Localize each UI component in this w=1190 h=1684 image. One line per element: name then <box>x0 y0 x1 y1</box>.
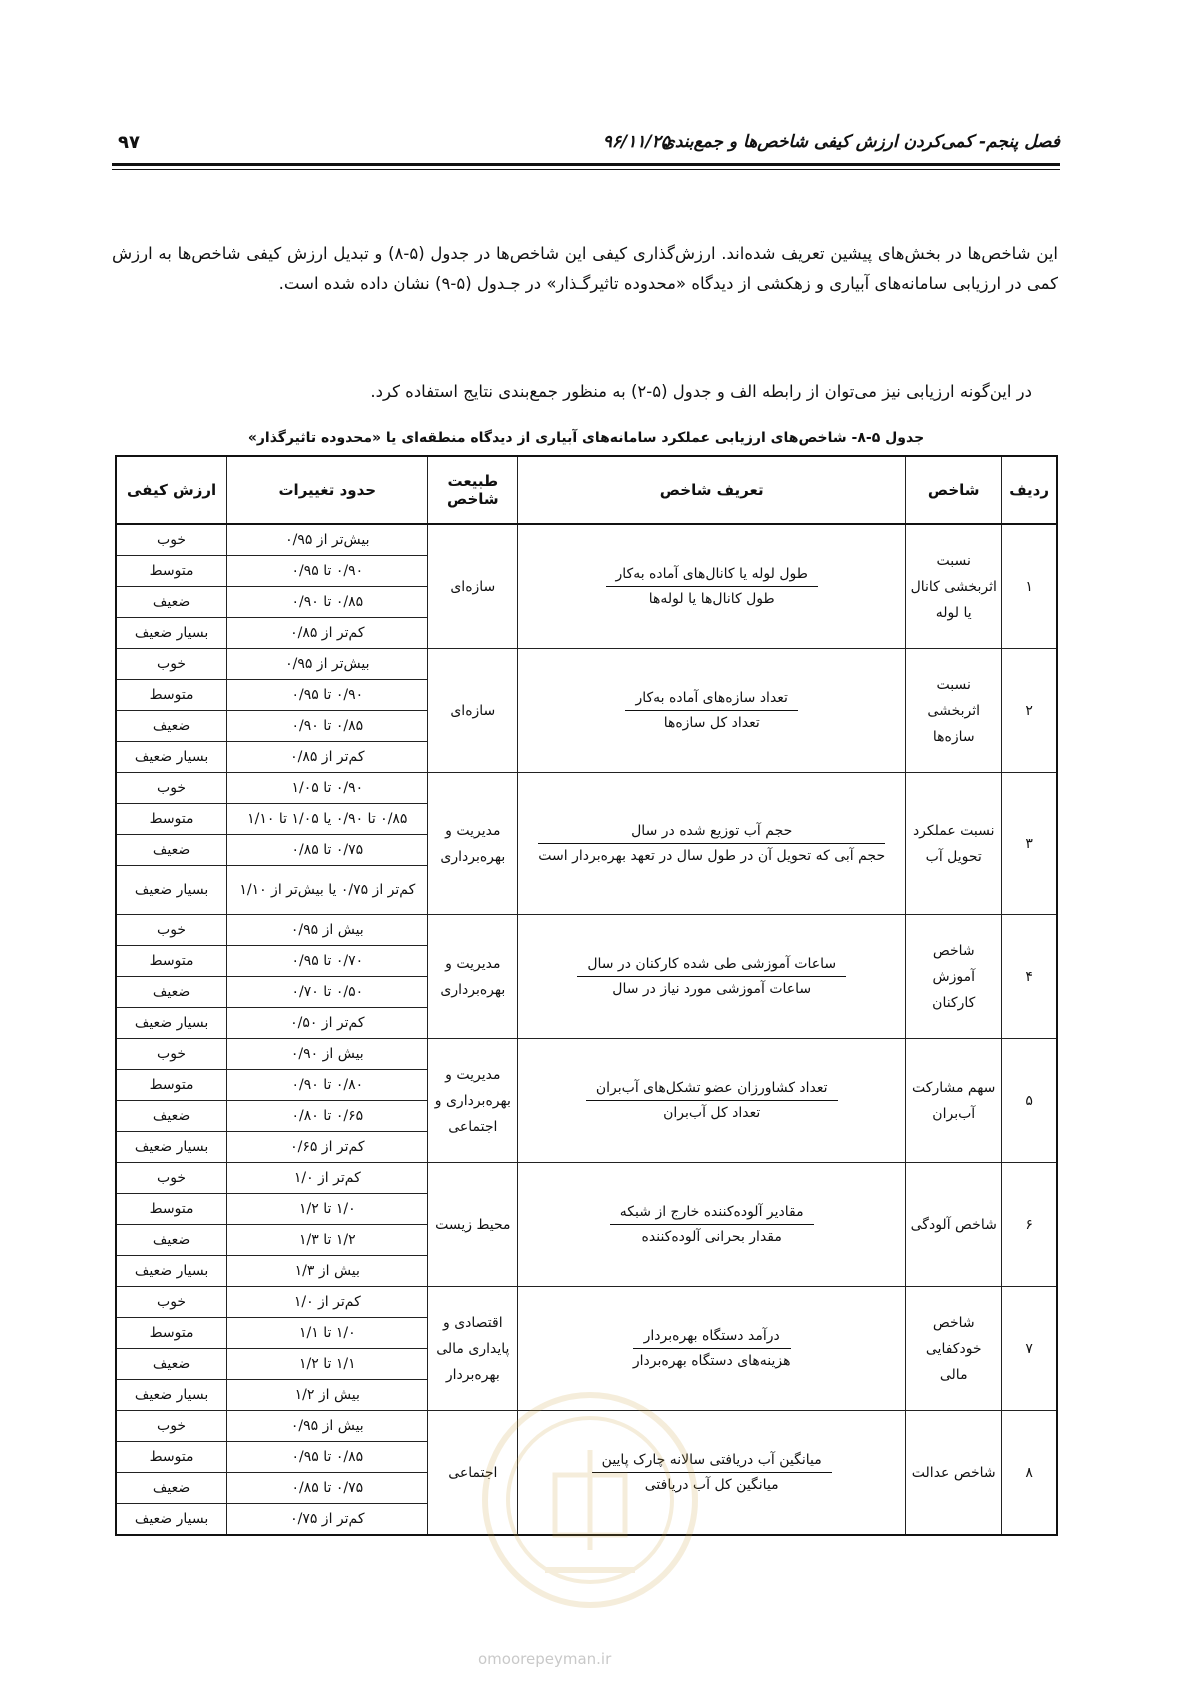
range-cell: ۱/۰ تا ۱/۱ <box>227 1318 428 1349</box>
range-cell: بیش‌تر از ۰/۹۵ <box>227 649 428 680</box>
range-cell: بیش از ۱/۳ <box>227 1256 428 1287</box>
indicator-name: شاخص عدالت <box>906 1411 1002 1536</box>
indicators-table <box>115 455 1058 1536</box>
indicator-nature: سازه‌ای <box>428 649 518 773</box>
quality-cell: بسیار ضعیف <box>116 1132 227 1163</box>
range-cell: ۰/۸۵ تا ۰/۹۰ <box>227 587 428 618</box>
indicator-name: نسبت اثربخشی سازه‌ها <box>906 649 1002 773</box>
body-paragraph-1: این شاخص‌ها در بخش‌های پیشین تعریف شده‌اند. ارزش‌گذاری کیفی این شاخص‌ها در جدول (۵-۸) و تبدیل ارزش کیفی شاخص‌ها به ارزش کمی در ارزیابی سامانه‌های آبیاری و زهکشی از دیدگاه «محدوده تاثیرگـذار» در جـدول (۵-۹) نشان داده شده است. <box>112 243 1058 293</box>
range-cell: بیش از ۰/۹۰ <box>227 1039 428 1070</box>
definition-fraction <box>633 1328 791 1369</box>
indicator-name: شاخص آموزش کارکنان <box>906 915 1002 1039</box>
quality-cell: ضعیف <box>116 977 227 1008</box>
quality-cell: متوسط <box>116 1070 227 1101</box>
fraction-denominator: حجم آبی که تحویل آن در طول سال در تعهد بهره‌بردار است <box>538 848 886 864</box>
quality-cell: خوب <box>116 1287 227 1318</box>
quality-cell: ضعیف <box>116 1225 227 1256</box>
table-row <box>116 524 1057 556</box>
row-number: ۶ <box>1002 1163 1057 1287</box>
quality-cell: متوسط <box>116 1194 227 1225</box>
range-cell: کم‌تر از ۱/۰ <box>227 1287 428 1318</box>
body-paragraph-2: در این‌گونه ارزیابی نیز می‌توان از رابطه الف و جدول (۵-۲) به منظور جمع‌بندی نتایج استفاده کرد. <box>370 381 1032 401</box>
quality-cell: خوب <box>116 649 227 680</box>
range-cell: بیش از ۱/۲ <box>227 1380 428 1411</box>
row-number: ۵ <box>1002 1039 1057 1163</box>
quality-cell: بسیار ضعیف <box>116 1008 227 1039</box>
quality-cell: بسیار ضعیف <box>116 866 227 915</box>
quality-cell: متوسط <box>116 680 227 711</box>
range-cell: کم‌تر از ۰/۷۵ یا بیش‌تر از ۱/۱۰ <box>227 866 428 915</box>
table-header-row <box>116 456 1057 524</box>
range-cell: کم‌تر از ۰/۵۰ <box>227 1008 428 1039</box>
indicator-definition <box>518 649 906 773</box>
quality-cell: ضعیف <box>116 835 227 866</box>
table-row <box>116 915 1057 946</box>
range-cell: ۰/۸۵ تا ۰/۹۵ <box>227 1442 428 1473</box>
header-nature: طبیعت شاخص <box>428 456 518 524</box>
fraction-denominator: ساعات آموزشی مورد نیاز در سال <box>612 981 812 997</box>
range-cell: ۰/۸۵ تا ۰/۹۰ یا ۱/۰۵ تا ۱/۱۰ <box>227 804 428 835</box>
quality-cell: ضعیف <box>116 1473 227 1504</box>
table-row <box>116 1163 1057 1194</box>
range-cell: کم‌تر از ۰/۸۵ <box>227 618 428 649</box>
indicator-name: شاخص آلودگی <box>906 1163 1002 1287</box>
fraction-denominator: تعداد کل آب‌بران <box>663 1105 761 1121</box>
quality-cell: متوسط <box>116 1318 227 1349</box>
indicator-definition <box>518 1039 906 1163</box>
range-cell: ۱/۰ تا ۱/۲ <box>227 1194 428 1225</box>
fraction-numerator: میانگین آب دریافتی سالانه چارک پایین <box>592 1452 832 1473</box>
indicator-nature: مدیریت و بهره‌برداری <box>428 773 518 915</box>
header-range: حدود تغییرات <box>227 456 428 524</box>
fraction-numerator: تعداد سازه‌های آماده به‌کار <box>625 690 798 711</box>
indicator-nature: مدیریت و بهره‌برداری و اجتماعی <box>428 1039 518 1163</box>
indicator-definition <box>518 915 906 1039</box>
indicator-nature: اجتماعی <box>428 1411 518 1536</box>
quality-cell: خوب <box>116 1163 227 1194</box>
table-caption: جدول ۵-۸- شاخص‌های ارزیابی عملکرد سامانه‌های آبیاری از دیدگاه منطقه‌ای یا «محدوده تاثیرگذار» <box>247 430 925 446</box>
range-cell: ۰/۶۵ تا ۰/۸۰ <box>227 1101 428 1132</box>
row-number: ۳ <box>1002 773 1057 915</box>
definition-fraction <box>538 823 885 864</box>
range-cell: ۰/۹۰ تا ۰/۹۵ <box>227 556 428 587</box>
indicator-name: نسبت اثربخشی کانال یا لوله <box>906 524 1002 649</box>
fraction-numerator: مقادیر آلوده‌کننده خارج از شبکه <box>610 1204 814 1225</box>
range-cell: ۱/۲ تا ۱/۳ <box>227 1225 428 1256</box>
range-cell: بیش از ۰/۹۵ <box>227 915 428 946</box>
indicator-definition <box>518 524 906 649</box>
chapter-title: فصل پنجم- کمی‌کردن ارزش کیفی شاخص‌ها و جمع‌بندی <box>661 132 1060 152</box>
definition-fraction <box>625 690 798 731</box>
fraction-numerator: حجم آب توزیع شده در سال <box>538 823 885 844</box>
fraction-denominator: طول کانال‌ها یا لوله‌ها <box>648 591 775 607</box>
quality-cell: ضعیف <box>116 587 227 618</box>
quality-cell: متوسط <box>116 1442 227 1473</box>
header-row-number: ردیف <box>1002 456 1057 524</box>
fraction-denominator: هزینه‌های دستگاه بهره‌بردار <box>632 1353 791 1369</box>
indicator-nature: مدیریت و بهره‌برداری <box>428 915 518 1039</box>
page-number: ۹۷ <box>118 132 140 153</box>
quality-cell: بسیار ضعیف <box>116 618 227 649</box>
definition-fraction <box>586 1080 838 1121</box>
range-cell: ۱/۱ تا ۱/۲ <box>227 1349 428 1380</box>
row-number: ۸ <box>1002 1411 1057 1536</box>
table-row <box>116 1039 1057 1070</box>
range-cell: کم‌تر از ۰/۸۵ <box>227 742 428 773</box>
range-cell: ۰/۸۰ تا ۰/۹۰ <box>227 1070 428 1101</box>
fraction-numerator: طول لوله یا کانال‌های آماده به‌کار <box>606 566 818 587</box>
range-cell: بیش‌تر از ۰/۹۵ <box>227 524 428 556</box>
quality-cell: خوب <box>116 1411 227 1442</box>
row-number: ۱ <box>1002 524 1057 649</box>
range-cell: ۰/۹۰ تا ۱/۰۵ <box>227 773 428 804</box>
definition-fraction <box>606 566 818 607</box>
seal-logo-icon <box>470 1380 710 1640</box>
table-row <box>116 649 1057 680</box>
quality-cell: متوسط <box>116 946 227 977</box>
indicator-name: نسبت عملکرد تحویل آب <box>906 773 1002 915</box>
quality-cell: متوسط <box>116 804 227 835</box>
row-number: ۴ <box>1002 915 1057 1039</box>
row-number: ۷ <box>1002 1287 1057 1411</box>
quality-cell: بسیار ضعیف <box>116 1380 227 1411</box>
quality-cell: متوسط <box>116 556 227 587</box>
header-date: ۹۶/۱۱/۲۵ <box>602 132 670 152</box>
indicator-nature: اقتصادی و پایداری مالی بهره‌بردار <box>428 1287 518 1411</box>
indicator-definition <box>518 773 906 915</box>
fraction-numerator: ساعات آموزشی طی شده کارکنان در سال <box>577 956 846 977</box>
range-cell: ۰/۷۰ تا ۰/۹۵ <box>227 946 428 977</box>
indicator-nature: سازه‌ای <box>428 524 518 649</box>
indicator-name: سهم مشارکت آب‌بران <box>906 1039 1002 1163</box>
page-header <box>112 128 1060 168</box>
fraction-denominator: مقدار بحرانی آلوده‌کننده <box>641 1229 782 1245</box>
table-row <box>116 773 1057 804</box>
definition-fraction <box>577 956 846 997</box>
website-watermark: omoorepeyman.ir <box>478 1650 612 1668</box>
quality-cell: بسیار ضعیف <box>116 742 227 773</box>
range-cell: ۰/۹۰ تا ۰/۹۵ <box>227 680 428 711</box>
range-cell: ۰/۸۵ تا ۰/۹۰ <box>227 711 428 742</box>
header-indicator: شاخص <box>906 456 1002 524</box>
quality-cell: خوب <box>116 524 227 556</box>
header-definition: تعریف شاخص <box>518 456 906 524</box>
fraction-numerator: درآمد دستگاه بهره‌بردار <box>633 1328 791 1349</box>
quality-cell: بسیار ضعیف <box>116 1256 227 1287</box>
indicator-definition <box>518 1163 906 1287</box>
fraction-numerator: تعداد کشاورزان عضو تشکل‌های آب‌بران <box>586 1080 838 1101</box>
quality-cell: ضعیف <box>116 1101 227 1132</box>
indicator-name: شاخص خودکفایی مالی <box>906 1287 1002 1411</box>
fraction-denominator: میانگین کل آب دریافتی <box>644 1477 779 1493</box>
quality-cell: بسیار ضعیف <box>116 1504 227 1536</box>
range-cell: ۰/۵۰ تا ۰/۷۰ <box>227 977 428 1008</box>
range-cell: ۰/۷۵ تا ۰/۸۵ <box>227 1473 428 1504</box>
quality-cell: ضعیف <box>116 1349 227 1380</box>
header-rule-thin <box>112 169 1060 170</box>
fraction-denominator: تعداد کل سازه‌ها <box>663 715 760 731</box>
quality-cell: خوب <box>116 1039 227 1070</box>
indicator-nature: محیط زیست <box>428 1163 518 1287</box>
range-cell: ۰/۷۵ تا ۰/۸۵ <box>227 835 428 866</box>
table-row <box>116 1287 1057 1318</box>
row-number: ۲ <box>1002 649 1057 773</box>
range-cell: کم‌تر از ۱/۰ <box>227 1163 428 1194</box>
range-cell: بیش از ۰/۹۵ <box>227 1411 428 1442</box>
range-cell: کم‌تر از ۰/۷۵ <box>227 1504 428 1536</box>
quality-cell: خوب <box>116 915 227 946</box>
quality-cell: خوب <box>116 773 227 804</box>
header-rule <box>112 163 1060 166</box>
header-quality: ارزش کیفی <box>116 456 227 524</box>
definition-fraction <box>610 1204 814 1245</box>
range-cell: کم‌تر از ۰/۶۵ <box>227 1132 428 1163</box>
quality-cell: ضعیف <box>116 711 227 742</box>
